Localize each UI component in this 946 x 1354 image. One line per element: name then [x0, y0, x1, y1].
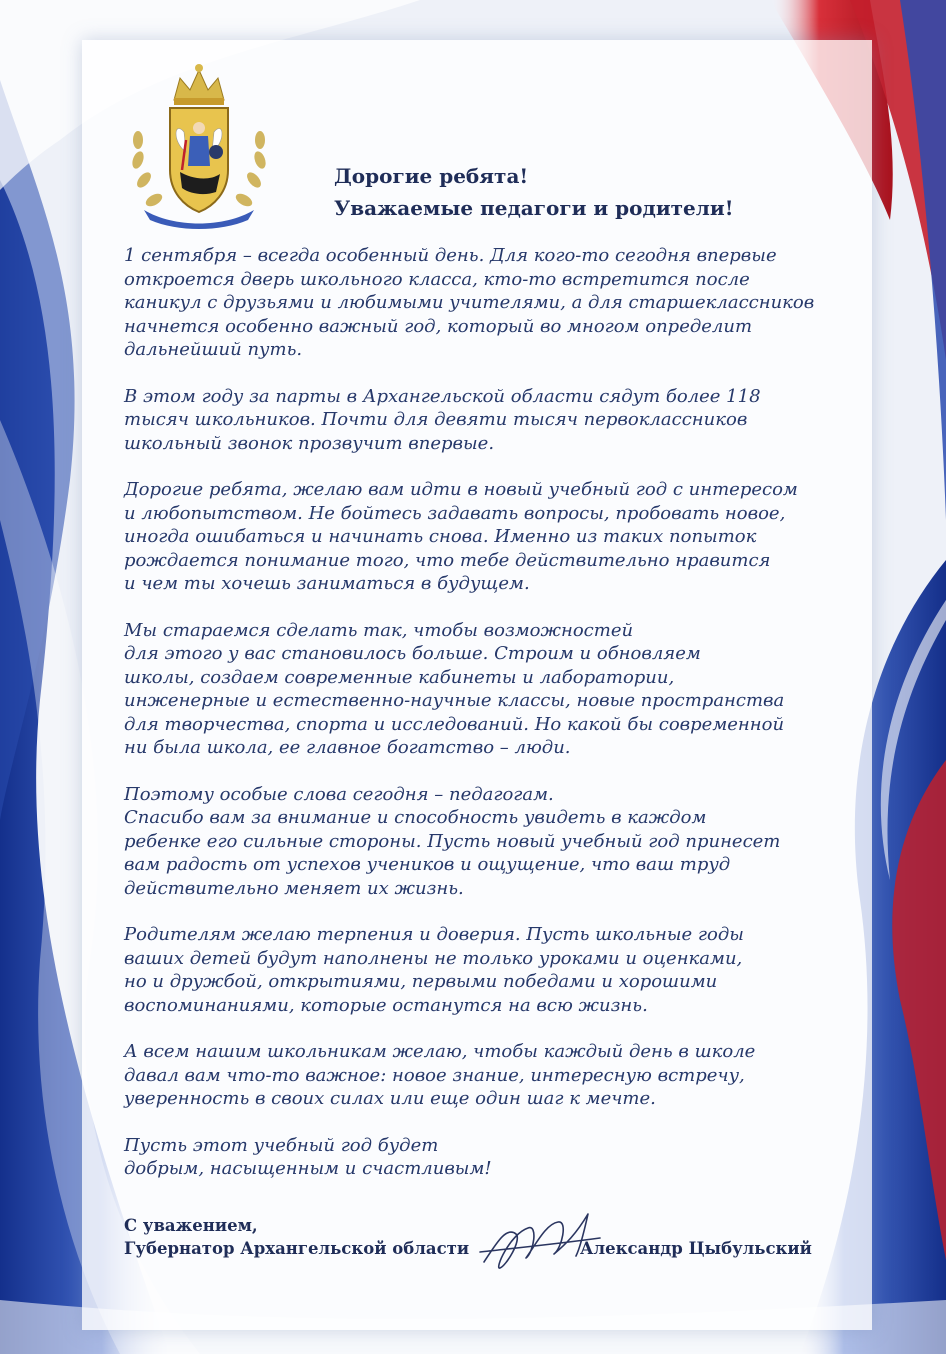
paragraph [124, 1134, 824, 1181]
greeting-line-children: Дорогие ребята! [334, 164, 529, 188]
text-line: тысяч школьников. Почти для девяти тысяч первоклассников [124, 409, 748, 430]
text-line: рождается понимание того, что тебе действительно нравится [124, 549, 771, 571]
greeting [334, 160, 814, 224]
text-line: иногда ошибаться и начинать снова. Именно из таких попыток [124, 526, 757, 547]
text-line: ни была школа, ее главное богатство – люди. [124, 737, 571, 758]
text-line: Поэтому особые слова сегодня – педагогам. [124, 783, 554, 805]
text-line: ребенке его сильные стороны. Пусть новый учебный год принесет [124, 830, 781, 852]
signoff-position: Губернатор Архангельской области [124, 1239, 470, 1258]
signoff-block [124, 1214, 469, 1260]
greeting-line-teachers-parents: Уважаемые педагоги и родители! [334, 196, 734, 220]
text-line: ваших детей будут наполнены не только уроками и оценками, [124, 947, 743, 969]
paragraph [124, 244, 824, 362]
text-line: школы, создаем современные кабинеты и лаборатории, [124, 666, 675, 688]
text-line: добрым, насыщенным и счастливым! [124, 1158, 492, 1179]
signoff-name: Александр Цыбульский [580, 1239, 812, 1258]
text-line: давал вам что-то важное: новое знание, интересную встречу, [124, 1064, 745, 1086]
paragraph [124, 478, 824, 596]
text-line: школьный звонок прозвучит впервые. [124, 432, 495, 454]
text-line: Пусть этот учебный год будет [124, 1134, 439, 1156]
paragraph [124, 385, 824, 456]
text-line: каникул с друзьями и любимыми учителями, а для старшеклассников [124, 292, 815, 313]
text-line: уверенность в своих силах или еще один шаг к мечте. [124, 1088, 656, 1109]
text-line: но и дружбой, открытиями, первыми победами и хорошими [124, 971, 718, 992]
arkhangelsk-coat-of-arms-icon [124, 60, 274, 232]
text-line: действительно меняет их жизнь. [124, 877, 464, 899]
text-line: Мы стараемся сделать так, чтобы возможностей [124, 619, 634, 641]
text-line: воспоминаниями, которые останутся на всю жизнь. [124, 994, 648, 1016]
text-line: для этого у вас становилось больше. Строим и обновляем [124, 643, 701, 664]
text-line: откроется дверь школьного класса, кто-то встретится после [124, 268, 750, 290]
text-line: дальнейший путь. [124, 339, 303, 360]
text-line: инженерные и естественно-научные классы, новые пространства [124, 690, 785, 711]
text-line: В этом году за парты в Архангельской области сядут более 118 [124, 385, 761, 407]
paragraph [124, 923, 824, 1017]
text-line: Спасибо вам за внимание и способность увидеть в каждом [124, 807, 707, 828]
text-line: Дорогие ребята, желаю вам идти в новый учебный год с интересом [124, 479, 798, 500]
text-line: начнется особенно важный год, который во многом определит [124, 315, 753, 337]
text-line: А всем нашим школьникам желаю, чтобы каждый день в школе [124, 1041, 756, 1062]
paragraph [124, 783, 824, 901]
text-line: вам радость от успехов учеников и ощущение, что ваш труд [124, 854, 731, 875]
paragraph [124, 619, 824, 760]
paragraph [124, 1040, 824, 1111]
text-line: и любопытством. Не бойтесь задавать вопросы, пробовать новое, [124, 502, 786, 524]
signoff-regards: С уважением, [124, 1216, 258, 1235]
text-line: Родителям желаю терпения и доверия. Пусть школьные годы [124, 924, 744, 945]
text-line: и чем ты хочешь заниматься в будущем. [124, 573, 530, 594]
text-line: для творчества, спорта и исследований. Но какой бы современной [124, 713, 785, 735]
text-line: 1 сентября – всегда особенный день. Для кого-то сегодня впервые [124, 245, 777, 266]
letter-body [124, 244, 824, 1204]
